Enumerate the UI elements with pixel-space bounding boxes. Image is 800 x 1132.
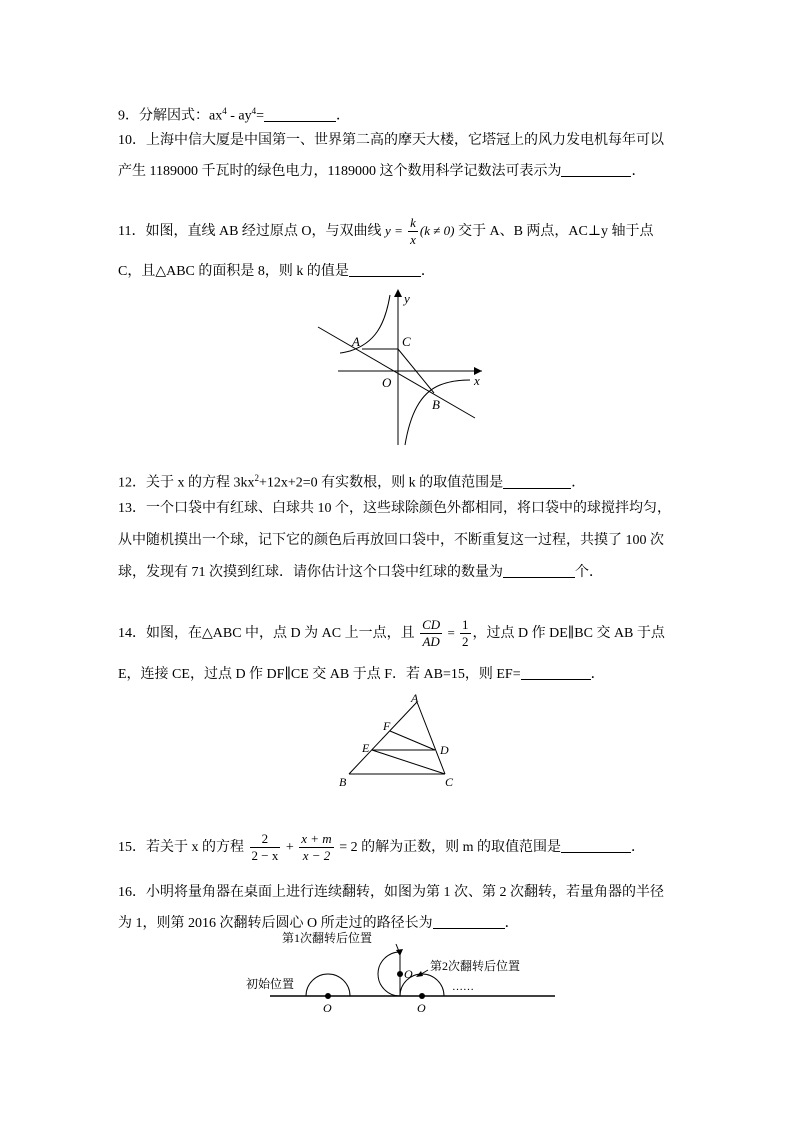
- q11-formula-fraction: [408, 215, 418, 248]
- question-13-line-2: 从中随机摸出一个球，记下它的颜色后再放回口袋中，不断重复这一过程，共摸了 100 次: [118, 533, 664, 548]
- question-14-line-1: [118, 616, 665, 651]
- q12-sup: 2: [254, 473, 259, 483]
- q16-text: 为 1，则第 2016 次翻转后圆心 O 所走过的路径长为: [118, 916, 433, 931]
- answer-blank-9[interactable]: [264, 107, 336, 122]
- q14-frac-den: AD: [422, 634, 440, 650]
- center-o-initial: [325, 993, 331, 999]
- q11-frac-den: x: [410, 232, 416, 248]
- q15-text-1: 15．若关于 x 的方程: [118, 840, 244, 855]
- point-a-label: A: [411, 691, 419, 705]
- q11-formula-cond: (k ≠ 0): [419, 223, 455, 238]
- q14-text-2: ，过点 D 作 DE∥BC 交 AB 于点: [472, 626, 665, 641]
- label-initial: 初始位置: [246, 977, 295, 991]
- o-label-first: O: [404, 967, 413, 981]
- o-label-second: O: [417, 1001, 426, 1015]
- answer-blank-16[interactable]: [433, 914, 505, 929]
- q15-plus: +: [282, 840, 298, 855]
- hyperbola-figure: [310, 285, 490, 450]
- x-axis-label: x: [474, 373, 480, 388]
- side-ac: [417, 702, 445, 774]
- point-b-label: B: [339, 775, 347, 789]
- q15-f2-num: x + m: [301, 831, 332, 847]
- q14-fraction-cd-ad: [420, 617, 442, 650]
- answer-blank-13[interactable]: [503, 563, 575, 578]
- question-13-line-1: 13．一个口袋中有红球、白球共 10 个，这些球除颜色外都相同，将口袋中的球搅拌均匀，: [118, 501, 671, 516]
- center-o-first: [397, 971, 403, 977]
- question-16-line-1: 16．小明将量角器在桌面上进行连续翻转，如图为第 1 次、第 2 次翻转，若量角器的半径: [118, 885, 664, 900]
- q13-unit: 个．: [575, 565, 603, 580]
- answer-blank-11[interactable]: [349, 262, 421, 277]
- question-11-line-2: [118, 262, 435, 282]
- q9-text-1: 9．分解因式：ax: [118, 108, 223, 124]
- q15-f1-den: 2 − x: [251, 848, 279, 864]
- label-first-flip: 第1次翻转后位置: [282, 931, 373, 945]
- q14-rfrac-den: 2: [462, 634, 469, 650]
- question-10-line-1: 10．上海中信大厦是中国第一、世界第二高的摩天大楼，它塔冠上的风力发电机每年可以: [118, 133, 664, 148]
- q15-fraction-1: [250, 831, 281, 864]
- label-ellipsis: ……: [452, 981, 474, 993]
- origin-label: O: [382, 375, 392, 390]
- answer-blank-12[interactable]: [503, 474, 571, 489]
- q11-text-2: 交于 A、B 两点，AC⊥y 轴于点: [457, 224, 654, 239]
- q11-period: ．: [420, 264, 435, 279]
- question-15: [118, 830, 645, 866]
- q11-text-3: C，且△ABC 的面积是 8，则 k 的值是: [118, 264, 349, 279]
- q14-frac-eq: =: [444, 625, 459, 640]
- question-13-line-3: [118, 563, 603, 583]
- point-d-label: D: [440, 743, 449, 757]
- answer-blank-14[interactable]: [521, 665, 591, 680]
- q14-fraction-half: [460, 617, 471, 650]
- question-12: [118, 468, 585, 494]
- hyperbola-branch-lower: [405, 380, 470, 445]
- q12-text-2: +12x+2=0 有实数根，则 k 的取值范围是: [259, 475, 504, 491]
- point-c-label: C: [402, 334, 411, 349]
- question-14-line-2: [118, 665, 605, 685]
- point-f-label: F: [383, 719, 391, 733]
- q9-text-3: =: [256, 108, 265, 124]
- q11-formula-lhs: y =: [385, 223, 407, 238]
- q11-text-1: 11．如图，直线 AB 经过原点 O，与双曲线: [118, 224, 382, 239]
- q15-text-2: 的解为正数，则 m 的取值范围是: [361, 840, 561, 855]
- q9-sup-2: 4: [251, 106, 257, 116]
- q16-period: ．: [504, 916, 519, 931]
- protractor-figure: [240, 930, 560, 1015]
- q9-sup-1: 4: [222, 106, 227, 116]
- q15-f2-den: x − 2: [302, 848, 331, 864]
- point-c-label: C: [445, 775, 454, 789]
- q14-text-1: 14．如图，在△ABC 中，点 D 为 AC 上一点，且: [118, 626, 415, 641]
- q12-text-1: 12．关于 x 的方程 3kx: [118, 475, 255, 491]
- q14-frac-num: CD: [422, 617, 441, 633]
- line-ab: [318, 327, 475, 418]
- q12-period: ．: [571, 475, 586, 491]
- point-a-label: A: [352, 334, 360, 349]
- y-axis-label: y: [404, 291, 410, 306]
- q14-text-3: E，连接 CE，过点 D 作 DF∥CE 交 AB 于点 F．若 AB=15，则 EF=: [118, 667, 521, 682]
- q15-f1-num: 2: [250, 831, 281, 848]
- q13-text: 球，发现有 71 次摸到红球．请你估计这个口袋中红球的数量为: [118, 565, 503, 580]
- label-second-flip: 第2次翻转后位置: [430, 959, 521, 973]
- question-11-line-1: [118, 214, 654, 249]
- triangle-figure: [335, 690, 465, 790]
- center-o-second: [419, 993, 425, 999]
- arrow-second-head: [416, 971, 423, 977]
- answer-blank-10[interactable]: [561, 162, 631, 177]
- q14-period: ．: [590, 667, 605, 682]
- o-label-initial: O: [323, 1001, 332, 1015]
- q14-rfrac-num: 1: [462, 617, 469, 633]
- q11-frac-num: k: [410, 215, 416, 231]
- question-10-line-2: [118, 162, 645, 182]
- point-b-label: B: [432, 397, 440, 412]
- q10-period: ．: [631, 164, 646, 179]
- q9-period: ．: [336, 108, 351, 124]
- segment-df: [390, 731, 435, 750]
- protractor-first-flip: [378, 952, 400, 996]
- point-e-label: E: [362, 741, 370, 755]
- question-9: [118, 101, 350, 127]
- q15-eq: = 2: [335, 840, 358, 855]
- q10-text: 产生 1189000 千瓦时的绿色电力，1189000 这个数用科学记数法可表示为: [118, 164, 562, 179]
- protractor-initial: [306, 974, 350, 996]
- q15-period: ．: [630, 840, 645, 855]
- q15-fraction-2: [299, 831, 333, 864]
- segment-ce: [372, 750, 445, 774]
- answer-blank-15[interactable]: [561, 838, 631, 853]
- q9-text-2: - ay: [226, 108, 252, 124]
- y-axis-arrow: [394, 289, 402, 297]
